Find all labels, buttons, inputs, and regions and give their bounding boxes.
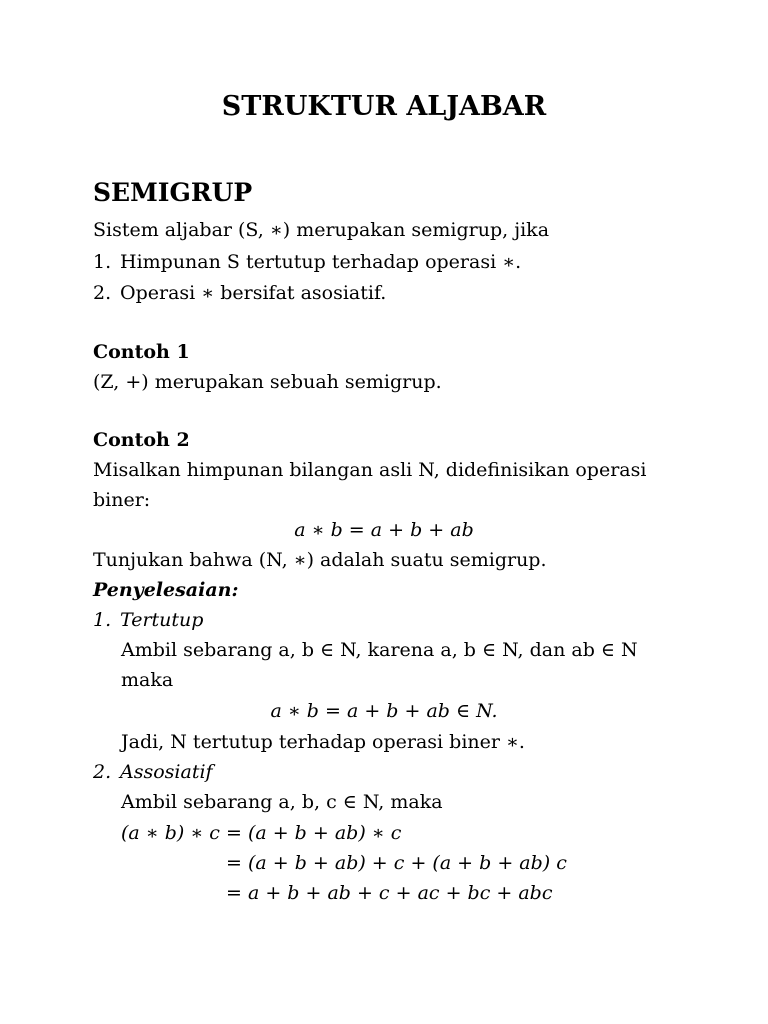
solution-label: Penyelesaian:: [93, 579, 239, 601]
step2-line1: Ambil sebarang a, b, c ∈ N, maka: [121, 791, 443, 813]
step1-label: Tertutup: [120, 609, 204, 631]
definition-intro: Sistem aljabar (S, ∗) merupakan semigrup, jika: [93, 219, 550, 241]
associativity-equation-line3: = a + b + ab + c + ac + bc + abc: [226, 882, 553, 904]
condition-text: Operasi ∗ bersifat asosiatif.: [120, 282, 387, 304]
associativity-equation-line1: (a ∗ b) ∗ c = (a + b + ab) ∗ c: [121, 822, 402, 844]
condition-text: Himpunan S tertutup terhadap operasi ∗.: [120, 251, 522, 273]
step1-conclusion: Jadi, N tertutup terhadap operasi biner ∗.: [121, 731, 525, 753]
condition-item: [93, 250, 521, 274]
step2-heading: [93, 760, 213, 784]
example2-statement-line1: Misalkan himpunan bilangan asli N, didefinisikan operasi: [93, 459, 647, 481]
operation-formula: a ∗ b = a + b + ab: [294, 519, 474, 541]
example2-task: Tunjukan bahwa (N, ∗) adalah suatu semigrup.: [93, 549, 547, 571]
example1-heading: Contoh 1: [93, 341, 190, 363]
example2-statement-line2: biner:: [93, 489, 151, 511]
condition-number: 2.: [93, 282, 112, 304]
step1-formula: a ∗ b = a + b + ab ∈ N.: [270, 700, 498, 722]
section-heading: SEMIGRUP: [93, 178, 253, 207]
step1-line1: Ambil sebarang a, b ∈ N, karena a, b ∈ N, dan ab ∈ N: [121, 639, 638, 661]
step1-line2: maka: [121, 669, 174, 691]
condition-item: [93, 281, 386, 305]
step1-number: 1.: [93, 609, 112, 631]
step1-heading: [93, 608, 203, 632]
step2-number: 2.: [93, 761, 112, 783]
associativity-equation-line2: = (a + b + ab) + c + (a + b + ab) c: [226, 852, 567, 874]
step2-label: Assosiatif: [120, 761, 213, 783]
condition-number: 1.: [93, 251, 112, 273]
document-title: STRUKTUR ALJABAR: [221, 91, 547, 122]
example1-text: (Z, +) merupakan sebuah semigrup.: [93, 371, 442, 393]
example2-heading: Contoh 2: [93, 429, 190, 451]
